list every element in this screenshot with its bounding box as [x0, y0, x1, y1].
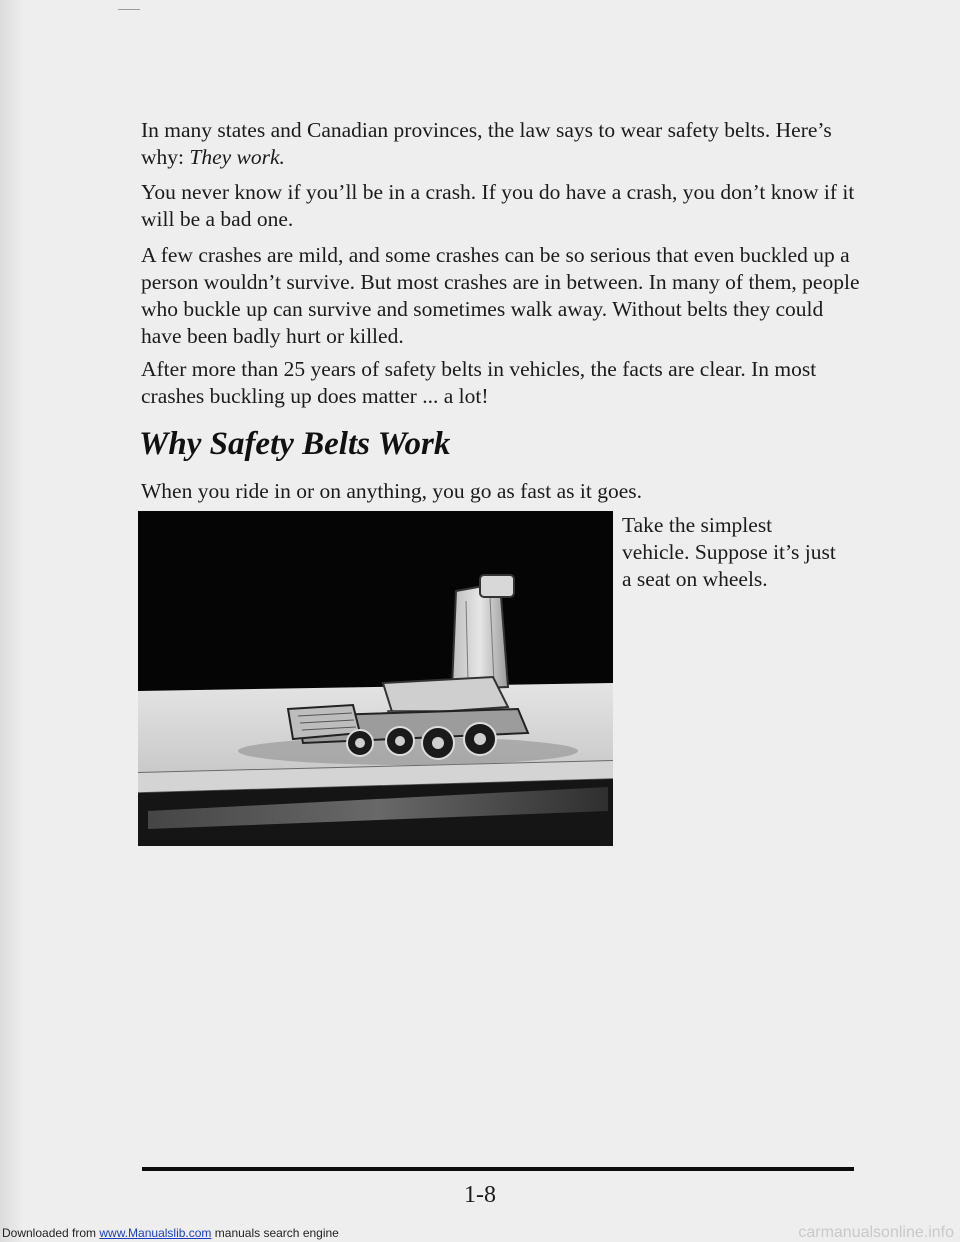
section-heading: Why Safety Belts Work	[139, 426, 451, 462]
paragraph-crash: You never know if you’ll be in a crash. If you do have a crash, you don’t know if it will be a bad one.	[141, 180, 855, 231]
footer-prefix: Downloaded from	[2, 1226, 100, 1240]
figure-side-text: Take the simplest vehicle. Suppose it’s just a seat on wheels.	[622, 513, 836, 591]
seat-back	[452, 583, 508, 689]
headrest	[480, 575, 514, 597]
page-number: 1-8	[464, 1182, 496, 1208]
paragraph-severity: A few crashes are mild, and some crashes can be so serious that even buckled up a person wouldn’t survive. But most crashes are in between. In many of them, people who buckle up can survive and sometimes walk away. Without belts they could have been badly hurt or killed.	[141, 243, 860, 348]
scan-edge-shadow	[0, 0, 24, 1242]
wheel-front-right	[386, 727, 414, 755]
download-footer	[0, 1224, 960, 1242]
watermark-text: carmanualsonline.info	[798, 1224, 954, 1241]
wheel-rear-right	[464, 723, 496, 755]
paragraph-facts: After more than 25 years of safety belts in vehicles, the facts are clear. In most crashes buckling up does matter ... a lot!	[141, 357, 817, 408]
footer-suffix: manuals search engine	[211, 1226, 339, 1240]
paragraph-law	[141, 117, 861, 171]
section-intro: When you ride in or on anything, you go as fast as it goes.	[141, 479, 642, 503]
wheel-rear-left	[422, 727, 454, 759]
they-work-emphasis: They work.	[189, 145, 285, 169]
footer-source	[2, 1224, 339, 1242]
scan-mark	[118, 9, 140, 10]
wheel-front-left	[347, 730, 373, 756]
seat-on-wheels-illustration	[138, 511, 613, 846]
paragraph-law-text: In many states and Canadian provinces, the law says to wear safety belts. Here’s why:	[141, 118, 832, 169]
manualslib-link[interactable]: www.Manualslib.com	[99, 1226, 212, 1240]
seat-on-wheels-drawing	[138, 511, 613, 846]
footer-rule	[142, 1167, 854, 1171]
